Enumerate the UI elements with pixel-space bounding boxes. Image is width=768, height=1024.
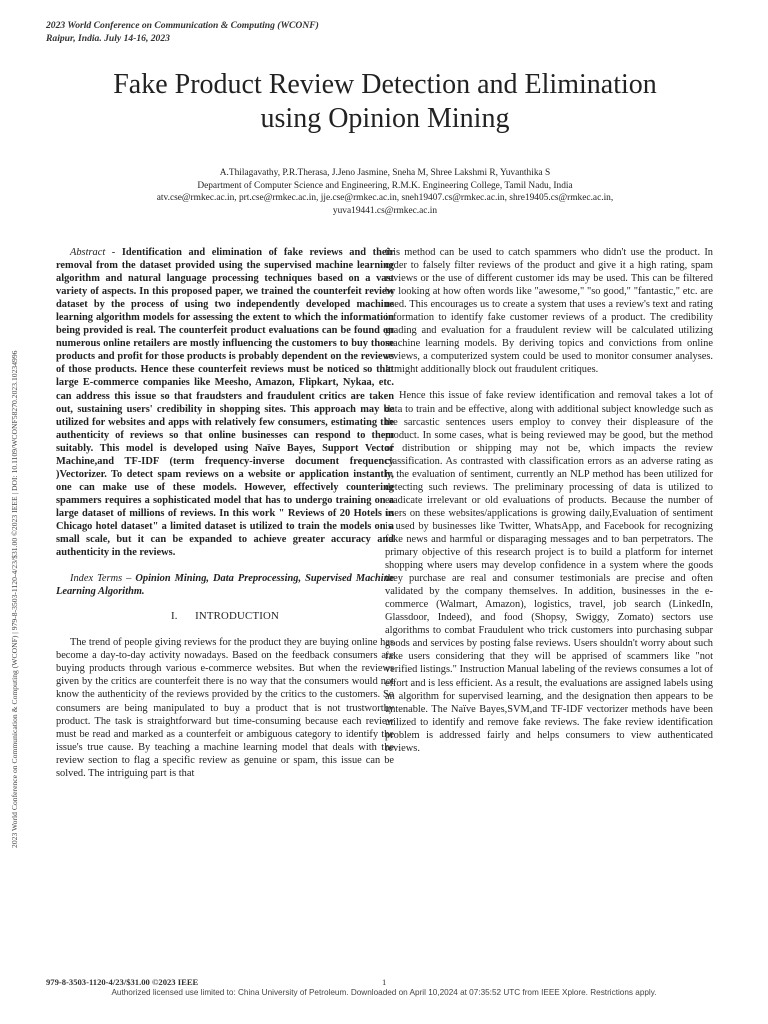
index-terms-text: Opinion Mining, Data Preprocessing, Supervised Machine Learning Algorithm. [56,573,394,598]
right-column [385,246,713,755]
conference-location: Raipur, India. July 14-16, 2023 [46,32,170,44]
footer-isbn: 979-8-3503-1120-4/23/$31.00 ©2023 IEEE [46,977,199,987]
author-block [40,167,730,217]
section-number: I. [170,610,178,623]
page-number: 1 [382,977,387,987]
author-emails-1: atv.cse@rmkec.ac.in, prt.cse@rmkec.ac.in, jje.cse@rmkec.ac.in, sneh19407.cs@rmkec.ac.in, shre19405.cs@rmkec.ac.in, [156,193,614,204]
paper-title [40,68,730,136]
left-column [56,246,394,780]
abstract-label: Abstract - [70,247,116,258]
author-affiliation: Department of Computer Science and Engineering, R.M.K. Engineering College, Tamil Nadu, India [197,180,573,191]
title-line-2: using Opinion Mining [260,103,510,134]
author-emails-2: yuva19441.cs@rmkec.ac.in [332,205,438,216]
authorized-use-notice: Authorized licensed use limited to: China University of Petroleum. Downloaded on April 10,2024 at 07:35:52 UTC from IEEE Xplore. Restrictions apply. [111,988,657,997]
abstract-text: Identification and elimination of fake reviews and their removal from the dataset provided using the supervised machine learning algorithm and natural language processing techniques based on a vast variety of aspects. In this proposed paper, we trained the counterfeit review dataset by the process of using two independently developed machine learning algorithm models for assessing the extent to which the information being provided is real. The counterfeit product evaluations can be found on numerous online retailers are mostly influencing the customers to buy those products and profit for those products is probably dependent on the reviews of those products. Hence these counterfeit reviews must be noticed so that large E-commerce companies like Meesho, Amazon, Flipkart, Nykaa, etc. can address this issue so that fraudsters and fraudulent critics are taken out, sustaining users' credibility in shopping sites. This approach may be utilized for websites and apps with relatively few consumers, estimating the authenticity of reviews so that online businesses can respond to them suitably. This model is developed using Naïve Bayes, Support Vector Machine,and TF-IDF (term frequency-inverse document frequency )Vectorizer. To detect spam reviews on a website or application instantly, one can make use of these models. However, effectively countering spammers requires a sophisticated model that has to undergo training on a large dataset of millions of reviews. In this work " Reviews of 20 Hotels in Chicago hotel dataset" a limited dataset is utilized to train the models on a small scale, but it can be expanded to achieve greater accuracy and authenticity in the reviews. [56,247,394,559]
conference-name: 2023 World Conference on Communication & Computing (WCONF) [46,20,319,31]
title-line-1: Fake Product Review Detection and Elimination [113,69,657,100]
author-names: A.Thilagavathy, P.R.Therasa, J.Jeno Jasmine, Sneha M, Shree Lakshmi R, Yuvanthika S [219,168,551,178]
conference-header [46,20,319,46]
index-terms-label: Index Terms – [70,573,132,585]
section-title: INTRODUCTION [195,610,280,623]
intro-paragraph-1: The trend of people giving reviews for the product they are buying online has become a day-to-day activity nowadays. Based on the feedback consumers are buying products through various e-commerce websites. But when the reviews given by the critics are counterfeit there is no way that the consumers would not know the authenticity of the reviews provided by the critics to the customers. So consumers are being manipulated to buy a product that is not trustworthy product. The task is straightforward but time-consuming because each review must be read and marked as a counterfeit or ambiguous category to identify the issue's true cause. By teaching a machine learning model that deals with the review section to flag a specific review as genuine or spam, this issue can be solved. The intriguing part is that [56,637,394,779]
side-identifier: 2023 World Conference on Communication & Computing (WCONF) | 979-8-3503-1120-4/23/$31.00 ©2023 IEEE | DOI: 10.1109/WCONF58270.2023.10234996 [10,350,19,848]
index-terms [56,572,394,598]
intro-paragraph-3: Hence this issue of fake review identification and removal takes a lot of data to train and be effective, along with additional subject knowledge such as the sarcastic sentences users employ to convey their displeasure of the product. In some cases, what is being reviewed may be good, but the method of distribution or shipping may not be, which impacts the review classification. As contrasted with classification errors as an adverse rating as in the evaluation of sentiment, currently an NLP method has been utilized for detecting such reviews. The preliminary processing of data is utilized to eradicate irrelevant or old evaluations of products. Because the number of users on these websites/applications is growing daily,Evaluation of sentiment is used by businesses like Twitter, WhatsApp, and Facebook for recognizing fake news and harmful or disparaging messages and to ban perpetrators. The primary objective of this research project is to build a platform for internet shopping where users may develop confidence in a system where the goods they purchase are real and consumer testimonials are precise and often validated by the company themselves. In addition, businesses in the e-commerce (Walmart, Amazon), logistics, travel, job search (LinkedIn, Glassdoor, Indeed), and food (Shopsy, Swiggy, Zomato) sectors use algorithms to combat Fraudulent who trick customers into purchasing subpar goods and services by posting false reviews. Users shouldn't worry about such fake users considering that they will be apprised of scammers like "not verified listings." Instruction Manual labeling of the reviews consumes a lot of effort and is less efficient. As a result, the evaluations are assigned labels using an algorithm for supervised learning, and the designation then appears to be untenable. The Naïve Bayes,SVM,and TF-IDF vectorizer methods have been utilized to identify and remove fake reviews. The fake review identification problem is addressed fairly and helps consumers to view authenticated reviews. [385,390,713,754]
abstract [56,246,394,559]
intro-paragraph-2: this method can be used to catch spammers who didn't use the product. In order to falsely filter reviews of the product and give it a high rating, spam reviews or the use of different customer ids may be used. This can be filtered by looking at how often words like "awesome," "so good," "fantastic," etc. are used. This encourages us to create a system that uses a review's text and rating information to identify fake customer reviews of a product. The credibility grading and evaluation for a fraudulent review will be calculated utilizing machine learning models. By deriving topics and convictions from online reviews, a computerized system could be used to monitor consumer analyses. It might additionally block out fraudulent critiques. [385,247,713,376]
section-heading [56,610,394,623]
